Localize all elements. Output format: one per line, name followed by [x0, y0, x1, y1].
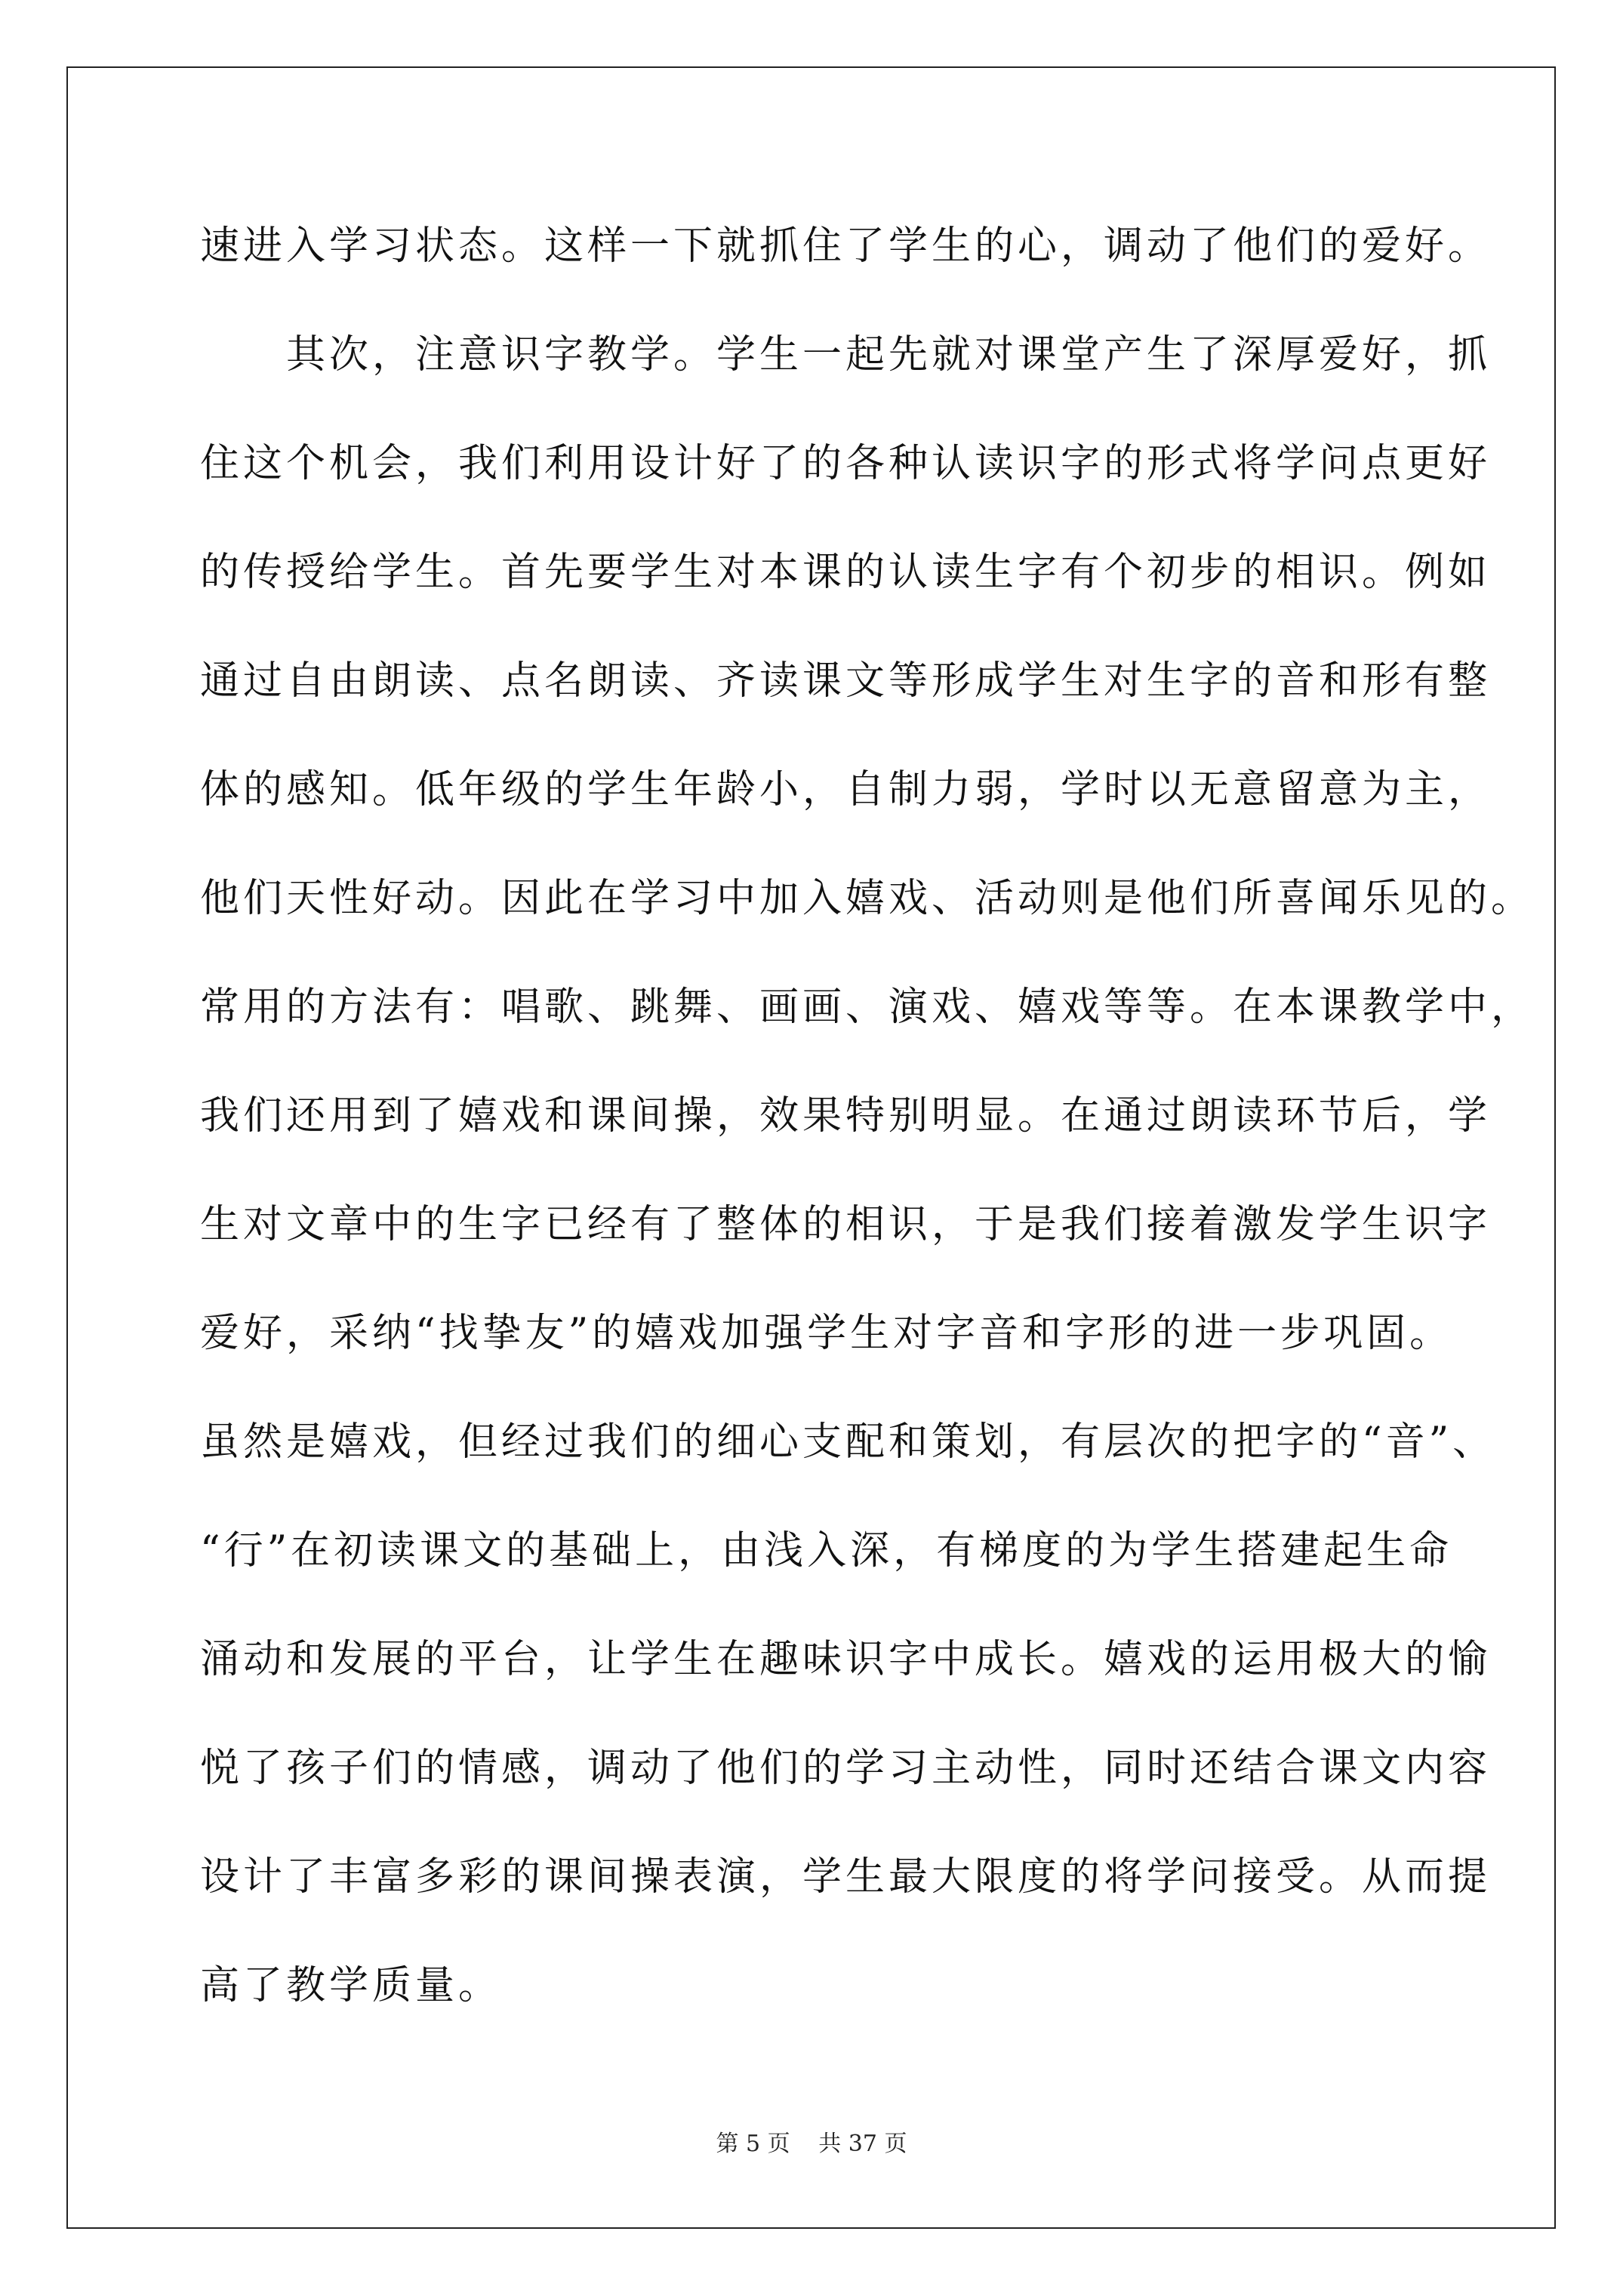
text-line: 涌动和发展的平台，让学生在趣味识字中成长。嬉戏的运用极大的愉 [200, 1637, 1492, 1682]
page-footer [0, 2129, 1623, 2159]
text-line: 我们还用到了嬉戏和课间操，效果特别明显。在通过朗读环节后，学 [200, 1093, 1492, 1139]
text-line: 悦了孩子们的情感，调动了他们的学习主动性，同时还结合课文内容 [200, 1746, 1492, 1791]
text-line: 住这个机会，我们利用设计好了的各种认读识字的形式将学问点更好 [200, 441, 1492, 486]
text-line: 虽然是嬉戏，但经过我们的细心支配和策划，有层次的把字的“音”、 [200, 1419, 1496, 1465]
text-line: 通过自由朗读、点名朗读、齐读课文等形成学生对生字的音和形有整 [200, 658, 1492, 704]
text-line: 高了教学质量。 [200, 1963, 502, 2008]
text-line: 常用的方法有：唱歌、跳舞、画画、演戏、嬉戏等等。在本课教学中， [200, 985, 1535, 1030]
page-total: 共 37 页 [818, 2131, 907, 2157]
text-line: 速进入学习状态。这样一下就抓住了学生的心，调动了他们的爱好。 [200, 223, 1492, 269]
text-line: “行”在初读课文的基础上，由浅入深，有梯度的为学生搭建起生命 [200, 1528, 1453, 1573]
text-line: 爱好，采纳“找挚友”的嬉戏加强学生对字音和字形的进一步巩固。 [200, 1311, 1453, 1356]
text-line: 设计了丰富多彩的课间操表演，学生最大限度的将学问接受。从而提 [200, 1854, 1492, 1900]
body-text [200, 213, 1535, 2061]
page-number: 第 5 页 [716, 2131, 790, 2157]
text-line: 其次，注意识字教学。学生一起先就对课堂产生了深厚爱好，抓 [200, 332, 1492, 378]
text-line: 生对文章中的生字已经有了整体的相识，于是我们接着激发学生识字 [200, 1202, 1492, 1247]
text-line: 的传授给学生。首先要学生对本课的认读生字有个初步的相识。例如 [200, 550, 1492, 595]
text-line: 他们天性好动。因此在学习中加入嬉戏、活动则是他们所喜闻乐见的。 [200, 876, 1535, 921]
text-line: 体的感知。低年级的学生年龄小，自制力弱，学时以无意留意为主， [200, 767, 1492, 812]
